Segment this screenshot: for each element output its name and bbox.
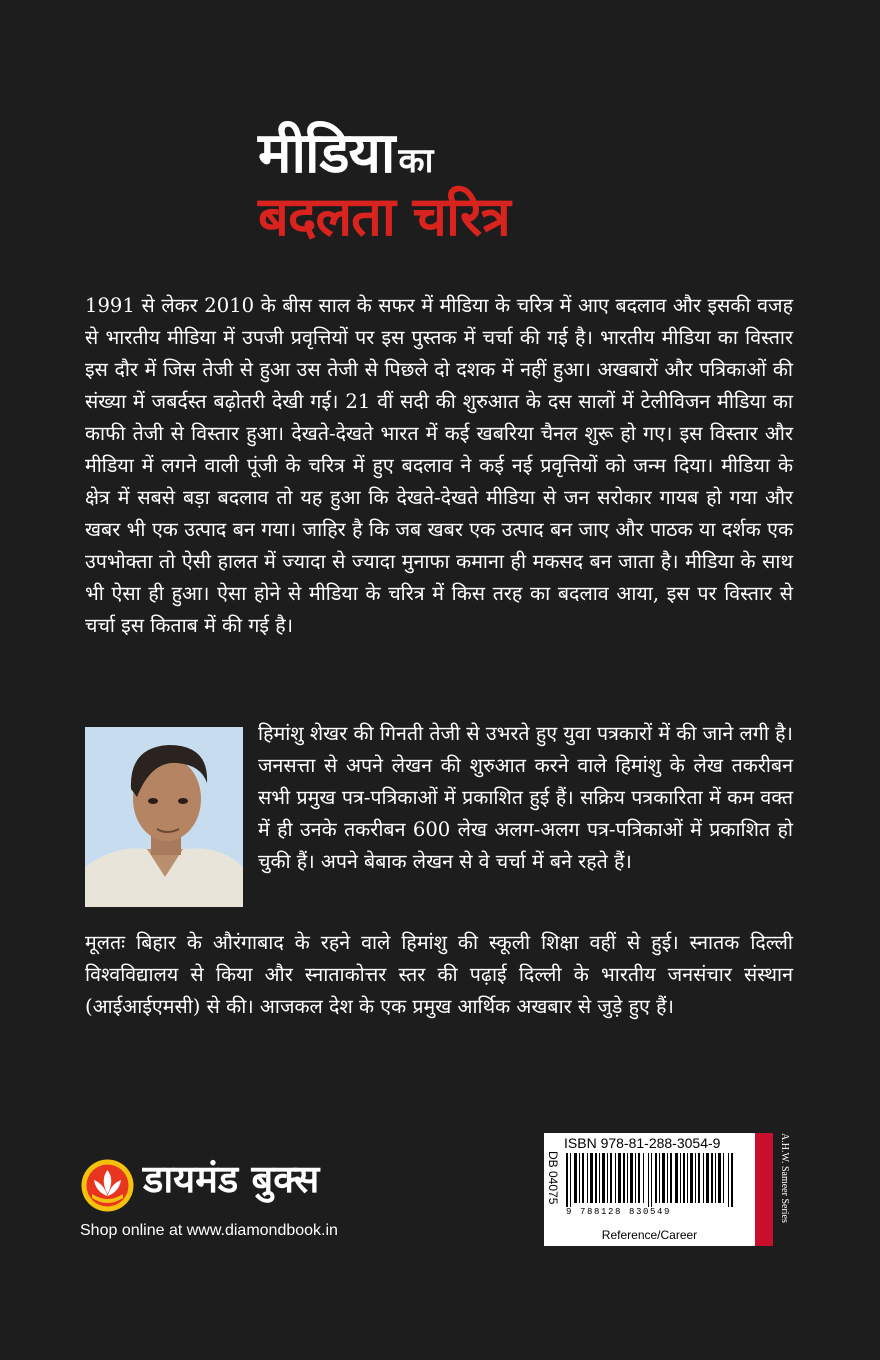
author-portrait-illustration [85,727,243,907]
barcode-digits: 9 788128 830549 [566,1207,672,1217]
barcode-bars [566,1153,736,1207]
author-intro: हिमांशु शेखर की गिनती तेजी से उभरते हुए युवा पत्रकारों में की जाने लगी है। जनसत्ता से अपने लेखन की शुरुआत करने वाले हिमांशु के लेख तकरीबन सभी प्रमुख पत्र-पत्रिकाओं में प्रकाशित हुई हैं। सक्रिय पत्रकारिता में कम वक्त में ही उनके तकरीबन 600 लेख अलग-अलग पत्र-पत्रिकाओं में प्रकाशित हो चुकी हैं। अपने बेबाक लेखन से वे चर्चा में बने रहते हैं। [258,722,793,873]
isbn-number: ISBN 978-81-288-3054-9 [564,1135,721,1151]
publisher-name: डायमंड बुक्स [143,1157,320,1201]
author-photo [85,727,243,907]
author-bio: मूलतः बिहार के औरंगाबाद के रहने वाले हिमांशु की स्कूली शिक्षा वहीं से हुई। स्नातक दिल्ली विश्वविद्यालय से किया और स्नाताकोत्तर स्तर की पढ़ाई दिल्ली के भारतीय जनसंचार संस्थान (आईआईएमसी) से की। आजकल देश के एक प्रमुख आर्थिक अखबार से जुड़े हुए हैं। [85,931,793,1018]
book-description: 1991 से लेकर 2010 के बीस साल के सफर में मीडिया के चरित्र में आए बदलाव और इसकी वजह से भारतीय मीडिया में उपजी प्रवृत्तियों पर इस पुस्तक में चर्चा की गई है। भारतीय मीडिया का विस्तार इस दौर में जिस तेजी से हुआ उस तेजी से पिछले दो दशक में नहीं हुआ। अखबारों और पत्रिकाओं की संख्या में जबर्दस्त बढ़ोतरी देखी गई। 21 वीं सदी की शुरुआत के दस सालों में टेलीविजन मीडिया का काफी तेजी से विस्तार हुआ। देखते-देखते भारत में कई खबरिया चैनल शुरू हो गए। इस विस्तार और मीडिया में लगने वाली पूंजी के चरित्र में हुए बदलाव ने कई नई प्रवृत्तियों को जन्म दिया। मीडिया के क्षेत्र में सबसे बड़ा बदलाव तो यह हुआ कि देखते-देखते मीडिया से जन सरोकार गायब हो गया और खबर भी एक उत्पाद बन गया। जाहिर है कि जब खबर एक उत्पाद बन जाए और पाठक या दर्शक एक उपभोक्ता तो ऐसी हालत में ज्यादा से ज्यादा मुनाफा कमाना ही मकसद बन जाता है। मीडिया के साथ भी ऐसा ही हुआ। ऐसा होने से मीडिया के चरित्र में किस तरह का बदलाव आया, इस पर विस्तार से चर्चा इस किताब में की गई है। [85,294,793,637]
db-code: DB 04075 [546,1151,560,1205]
series-label: A.H.W. Sameer Series [779,1133,790,1223]
shop-online-link[interactable]: Shop online at www.diamondbook.in [80,1222,338,1239]
lotus-logo-icon [80,1158,135,1213]
title-connector: का [398,141,434,181]
title-line-1 [258,121,678,186]
title-main-word: मीडिया [258,121,395,186]
book-category: Reference/Career [601,1228,698,1242]
series-color-strip [755,1133,773,1246]
barcode-panel [544,1133,755,1246]
title-line-2: बदलता चरित्र [258,185,510,248]
book-title [258,121,678,248]
